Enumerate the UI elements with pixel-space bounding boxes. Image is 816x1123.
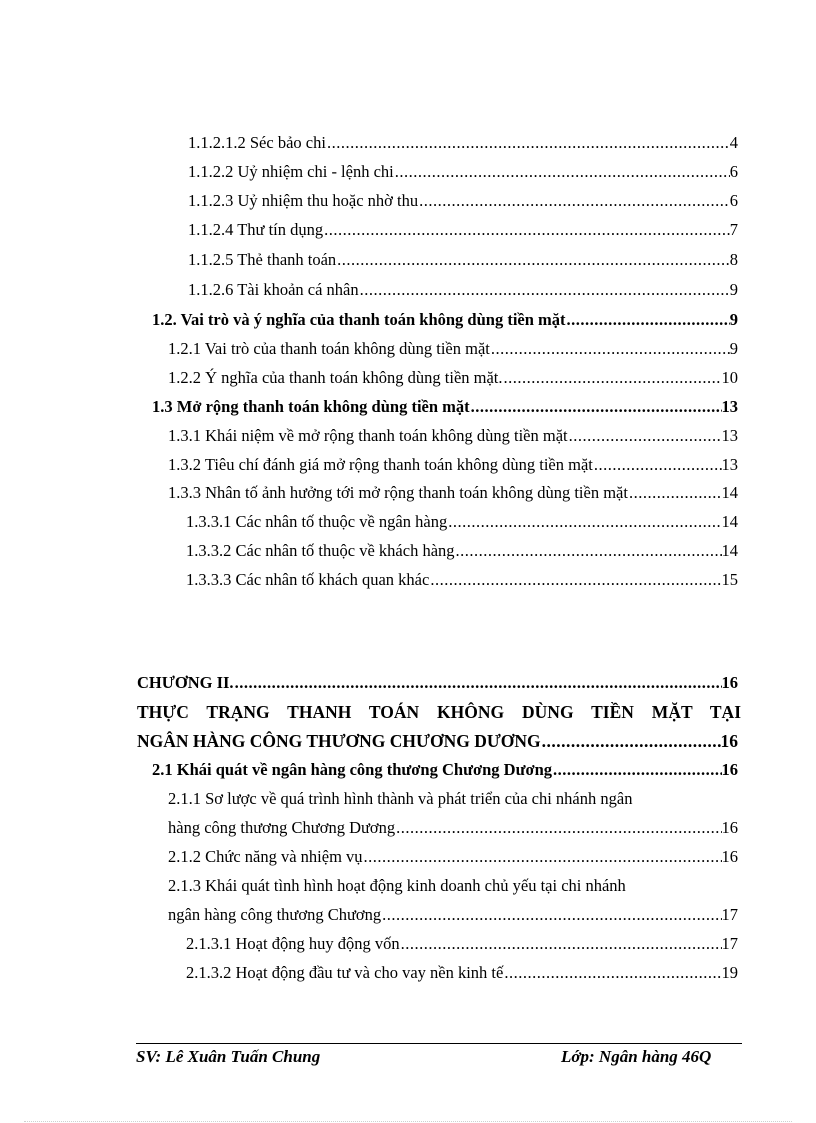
toc-entry-label: NGÂN HÀNG CÔNG THƯƠNG CHƯƠNG DƯƠNG	[137, 731, 541, 751]
toc-entry	[188, 190, 738, 212]
toc-leader-dots	[394, 161, 730, 183]
toc-entry-label: 1.3.2 Tiêu chí đánh giá mở rộng thanh toán không dùng tiền mặt	[168, 455, 593, 474]
toc-leader-dots	[359, 279, 730, 301]
toc-entry-label: CHƯƠNG II.	[137, 673, 234, 692]
toc-leader-dots	[470, 396, 722, 418]
toc-entry-label: 1.3.3.1 Các nhân tố thuộc về ngân hàng	[186, 512, 448, 531]
toc-leader-dots	[593, 454, 722, 476]
toc-entry	[168, 454, 738, 476]
toc-entry	[188, 161, 738, 183]
footer-student-name: SV: Lê Xuân Tuấn Chung	[136, 1047, 321, 1066]
toc-entry-label: 2.1.3.1 Hoạt động huy động vốn	[186, 934, 400, 953]
toc-leader-dots	[363, 846, 722, 868]
toc-entry	[186, 962, 738, 984]
toc-leader-dots	[429, 569, 721, 591]
toc-page-number: 16	[721, 847, 738, 866]
toc-entry-label: 1.3 Mở rộng thanh toán không dùng tiền mặt	[152, 397, 470, 416]
toc-page-number: 10	[721, 368, 738, 387]
toc-chapter-entry	[137, 672, 738, 694]
toc-leader-dots	[541, 730, 721, 752]
chapter-title-line: THỰC TRẠNG THANH TOÁN KHÔNG DÙNG TIỀN MẶT TẠI	[137, 702, 741, 722]
toc-page-number: 9	[729, 280, 738, 299]
toc-leader-dots	[503, 367, 722, 389]
toc-page-number: 7	[729, 220, 738, 239]
toc-page-number: 6	[729, 162, 738, 181]
toc-entry-label: 1.2. Vai trò và ý nghĩa của thanh toán không dùng tiền mặt	[152, 310, 566, 329]
toc-page-number: 14	[721, 483, 738, 502]
page-bottom-edge	[24, 1121, 792, 1122]
toc-entry	[186, 569, 738, 591]
toc-page-number: 9	[729, 310, 738, 329]
toc-entry	[152, 759, 738, 781]
toc-entry-label: 1.1.2.2 Uỷ nhiệm chi - lệnh chi	[188, 162, 394, 181]
toc-entry-label: 1.1.2.6 Tài khoản cá nhân	[188, 280, 359, 299]
toc-page-number: 13	[721, 397, 738, 416]
toc-entry	[168, 367, 738, 389]
toc-entry-label: 1.3.3.2 Các nhân tố thuộc về khách hàng	[186, 541, 455, 560]
toc-page-number: 19	[721, 963, 738, 982]
toc-entry-label: 1.3.1 Khái niệm về mở rộng thanh toán không dùng tiền mặt	[168, 426, 568, 445]
toc-leader-dots	[566, 309, 730, 331]
toc-entry	[188, 279, 738, 301]
toc-entry	[152, 309, 738, 331]
toc-entry	[152, 396, 738, 418]
toc-page-number: 17	[721, 905, 738, 924]
toc-page-number: 6	[729, 191, 738, 210]
toc-page-number: 8	[729, 250, 738, 269]
toc-leader-dots	[628, 482, 722, 504]
toc-entry	[168, 846, 738, 868]
toc-leader-dots	[395, 817, 721, 839]
toc-page-number: 9	[729, 339, 738, 358]
toc-leader-dots	[455, 540, 722, 562]
toc-entry	[188, 249, 738, 271]
toc-leader-dots	[381, 904, 721, 926]
toc-leader-dots	[490, 338, 730, 360]
toc-leader-dots	[503, 962, 721, 984]
toc-entry-label: 1.1.2.4 Thư tín dụng	[188, 220, 324, 239]
footer-divider	[136, 1043, 742, 1044]
toc-entry	[168, 338, 738, 360]
toc-entry	[188, 219, 738, 241]
toc-page-number: 16	[721, 760, 738, 779]
toc-leader-dots	[326, 132, 730, 154]
toc-entry-label: 1.2.1 Vai trò của thanh toán không dùng tiền mặt	[168, 339, 490, 358]
toc-entry	[186, 933, 738, 955]
toc-leader-dots	[568, 425, 722, 447]
toc-entry-label: 2.1.2 Chức năng và nhiệm vụ	[168, 847, 363, 866]
toc-entry	[168, 817, 738, 839]
footer-class-name: Lớp: Ngân hàng 46Q	[561, 1047, 712, 1066]
toc-leader-dots	[336, 249, 730, 271]
toc-entry	[188, 132, 738, 154]
toc-page-number: 13	[721, 426, 738, 445]
toc-page-number: 14	[721, 512, 738, 531]
toc-leader-dots	[552, 759, 721, 781]
toc-chapter-entry	[137, 730, 738, 752]
toc-leader-dots	[323, 219, 730, 241]
toc-leader-dots	[418, 190, 730, 212]
toc-page-number: 16	[721, 673, 738, 692]
toc-entry-label: 1.1.2.3 Uỷ nhiệm thu hoặc nhờ thu	[188, 191, 419, 210]
toc-entry-label: 1.2.2 Ý nghĩa của thanh toán không dùng tiền mặt.	[168, 368, 503, 387]
toc-page-number: 13	[721, 455, 738, 474]
toc-page-number: 4	[729, 133, 738, 152]
toc-entry	[168, 482, 738, 504]
toc-entry	[186, 511, 738, 533]
toc-entry	[168, 904, 738, 926]
toc-page-number: 16	[720, 731, 738, 751]
toc-entry-label: ngân hàng công thương Chương	[168, 905, 382, 924]
toc-page-number: 16	[721, 818, 738, 837]
toc-leader-dots	[400, 933, 722, 955]
toc-entry	[168, 425, 738, 447]
toc-entry	[186, 540, 738, 562]
toc-entry-label: 1.3.3.3 Các nhân tố khách quan khác	[186, 570, 430, 589]
toc-entry-label: 1.1.2.5 Thẻ thanh toán	[188, 250, 337, 269]
toc-page-number: 15	[721, 570, 738, 589]
toc-leader-dots	[447, 511, 721, 533]
toc-entry-label-line: 2.1.1 Sơ lược về quá trình hình thành và phát triển của chi nhánh ngân	[168, 789, 633, 808]
toc-entry-label: 1.3.3 Nhân tố ảnh hưởng tới mở rộng thanh toán không dùng tiền mặt	[168, 483, 628, 502]
toc-page-number: 17	[721, 934, 738, 953]
toc-entry-label: 1.1.2.1.2 Séc bảo chi	[188, 133, 326, 152]
toc-entry-label-line: 2.1.3 Khái quát tình hình hoạt động kinh doanh chủ yếu tại chi nhánh	[168, 876, 626, 895]
toc-entry-label: 2.1.3.2 Hoạt động đầu tư và cho vay nền kinh tế	[186, 963, 504, 982]
toc-page-number: 14	[721, 541, 738, 560]
toc-leader-dots	[234, 672, 722, 694]
toc-entry-label: 2.1 Khái quát về ngân hàng công thương Chương Dương	[152, 760, 553, 779]
toc-entry-label: hàng công thương Chương Dương	[168, 818, 396, 837]
